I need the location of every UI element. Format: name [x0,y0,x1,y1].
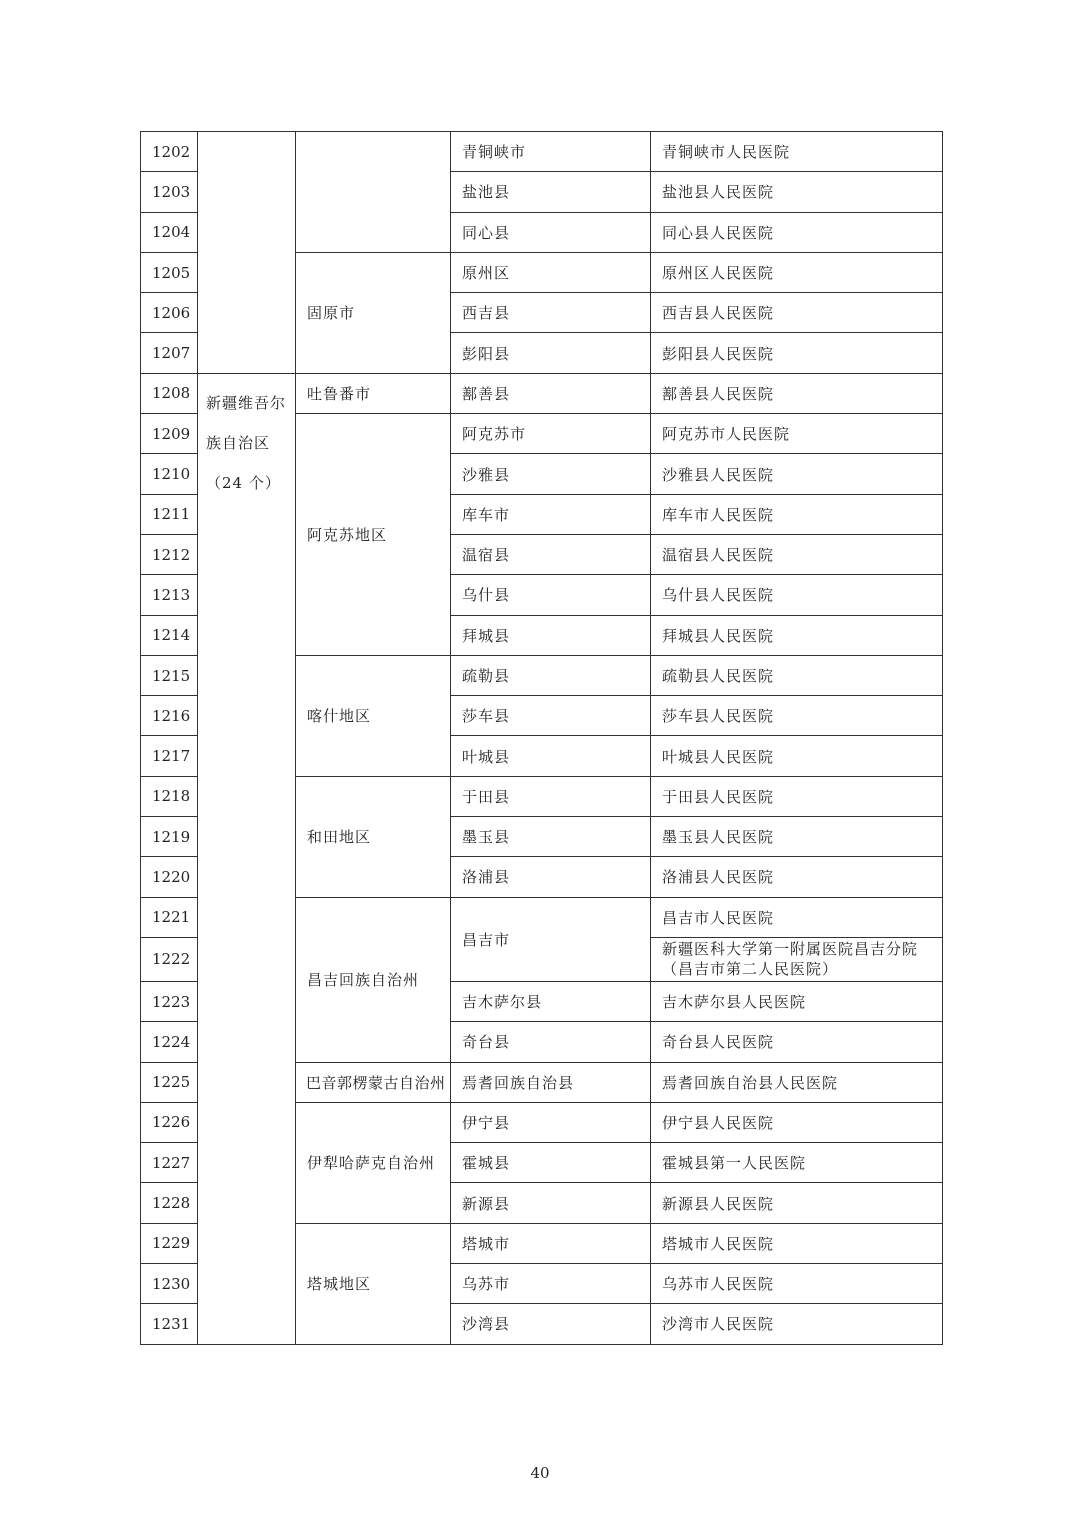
hospital-cell: 洛浦县人民医院 [651,857,943,897]
hospital-cell: 奇台县人民医院 [651,1022,943,1062]
county-cell: 鄯善县 [451,373,651,413]
city-cell: 塔城地区 [296,1223,451,1344]
row-number: 1221 [141,897,198,937]
city-cell: 吐鲁番市 [296,373,451,413]
hospital-cell: 墨玉县人民医院 [651,817,943,857]
page-number: 40 [530,1464,550,1482]
county-cell: 西吉县 [451,293,651,333]
county-cell: 吉木萨尔县 [451,981,651,1021]
row-number: 1218 [141,776,198,816]
county-cell: 焉耆回族自治县 [451,1062,651,1102]
county-cell: 库车市 [451,494,651,534]
hospital-cell: 西吉县人民医院 [651,293,943,333]
city-cell: 阿克苏地区 [296,414,451,656]
row-number: 1225 [141,1062,198,1102]
county-cell: 墨玉县 [451,817,651,857]
province-line: 新疆维吾尔 [206,393,287,412]
hospital-cell: 乌苏市人民医院 [651,1264,943,1304]
county-cell: 叶城县 [451,736,651,776]
city-cell: 和田地区 [296,776,451,897]
hospital-cell: 拜城县人民医院 [651,615,943,655]
county-cell: 沙湾县 [451,1304,651,1344]
county-cell: 拜城县 [451,615,651,655]
county-cell: 彭阳县 [451,333,651,373]
row-number: 1226 [141,1102,198,1142]
row-number: 1219 [141,817,198,857]
hospital-list-table [140,131,943,1345]
row-number: 1211 [141,494,198,534]
hospital-cell: 新疆医科大学第一附属医院昌吉分院（昌吉市第二人民医院） [651,937,943,981]
city-cell: 喀什地区 [296,655,451,776]
hospital-cell: 青铜峡市人民医院 [651,132,943,172]
county-cell: 于田县 [451,776,651,816]
county-cell: 沙雅县 [451,454,651,494]
row-number: 1217 [141,736,198,776]
row-number: 1231 [141,1304,198,1344]
hospital-cell: 昌吉市人民医院 [651,897,943,937]
hospital-cell: 叶城县人民医院 [651,736,943,776]
row-number: 1203 [141,172,198,212]
county-cell: 昌吉市 [451,897,651,981]
hospital-cell: 霍城县第一人民医院 [651,1143,943,1183]
city-cell: 伊犁哈萨克自治州 [296,1102,451,1223]
county-cell: 青铜峡市 [451,132,651,172]
row-number: 1206 [141,293,198,333]
county-cell: 温宿县 [451,534,651,574]
row-number: 1213 [141,575,198,615]
county-cell: 盐池县 [451,172,651,212]
county-cell: 洛浦县 [451,857,651,897]
hospital-cell: 鄯善县人民医院 [651,373,943,413]
row-number: 1212 [141,534,198,574]
hospital-cell: 焉耆回族自治县人民医院 [651,1062,943,1102]
hospital-cell: 温宿县人民医院 [651,534,943,574]
hospital-cell: 原州区人民医院 [651,252,943,292]
hospital-cell: 莎车县人民医院 [651,696,943,736]
row-number: 1204 [141,212,198,252]
hospital-cell: 沙雅县人民医院 [651,454,943,494]
hospital-cell: 彭阳县人民医院 [651,333,943,373]
hospital-cell: 塔城市人民医院 [651,1223,943,1263]
hospital-cell: 乌什县人民医院 [651,575,943,615]
row-number: 1208 [141,373,198,413]
hospital-cell: 同心县人民医院 [651,212,943,252]
county-cell: 同心县 [451,212,651,252]
row-number: 1209 [141,414,198,454]
county-cell: 乌苏市 [451,1264,651,1304]
row-number: 1207 [141,333,198,373]
row-number: 1222 [141,937,198,981]
county-cell: 原州区 [451,252,651,292]
row-number: 1224 [141,1022,198,1062]
county-cell: 疏勒县 [451,655,651,695]
row-number: 1214 [141,615,198,655]
table-row [141,373,943,413]
hospital-cell: 新源县人民医院 [651,1183,943,1223]
city-cell [296,132,451,253]
county-cell: 塔城市 [451,1223,651,1263]
row-number: 1202 [141,132,198,172]
hospital-cell: 库车市人民医院 [651,494,943,534]
hospital-cell: 疏勒县人民医院 [651,655,943,695]
city-cell: 巴音郭楞蒙古自治州 [296,1062,451,1102]
province-cell-previous [198,132,296,374]
county-cell: 霍城县 [451,1143,651,1183]
row-number: 1220 [141,857,198,897]
hospital-cell: 伊宁县人民医院 [651,1102,943,1142]
row-number: 1223 [141,981,198,1021]
row-number: 1215 [141,655,198,695]
table-row [141,132,943,172]
county-cell: 奇台县 [451,1022,651,1062]
hospital-cell: 沙湾市人民医院 [651,1304,943,1344]
province-count: （24 个） [206,474,281,493]
county-cell: 莎车县 [451,696,651,736]
county-cell: 新源县 [451,1183,651,1223]
hospital-cell: 吉木萨尔县人民医院 [651,981,943,1021]
county-cell: 阿克苏市 [451,414,651,454]
county-cell: 乌什县 [451,575,651,615]
province-cell [198,373,296,1344]
province-line: 族自治区 [206,434,271,453]
city-cell: 固原市 [296,252,451,373]
row-number: 1229 [141,1223,198,1263]
city-cell: 昌吉回族自治州 [296,897,451,1062]
county-cell: 伊宁县 [451,1102,651,1142]
hospital-cell: 盐池县人民医院 [651,172,943,212]
row-number: 1205 [141,252,198,292]
row-number: 1210 [141,454,198,494]
row-number: 1216 [141,696,198,736]
row-number: 1230 [141,1264,198,1304]
row-number: 1228 [141,1183,198,1223]
hospital-cell: 阿克苏市人民医院 [651,414,943,454]
row-number: 1227 [141,1143,198,1183]
hospital-cell: 于田县人民医院 [651,776,943,816]
